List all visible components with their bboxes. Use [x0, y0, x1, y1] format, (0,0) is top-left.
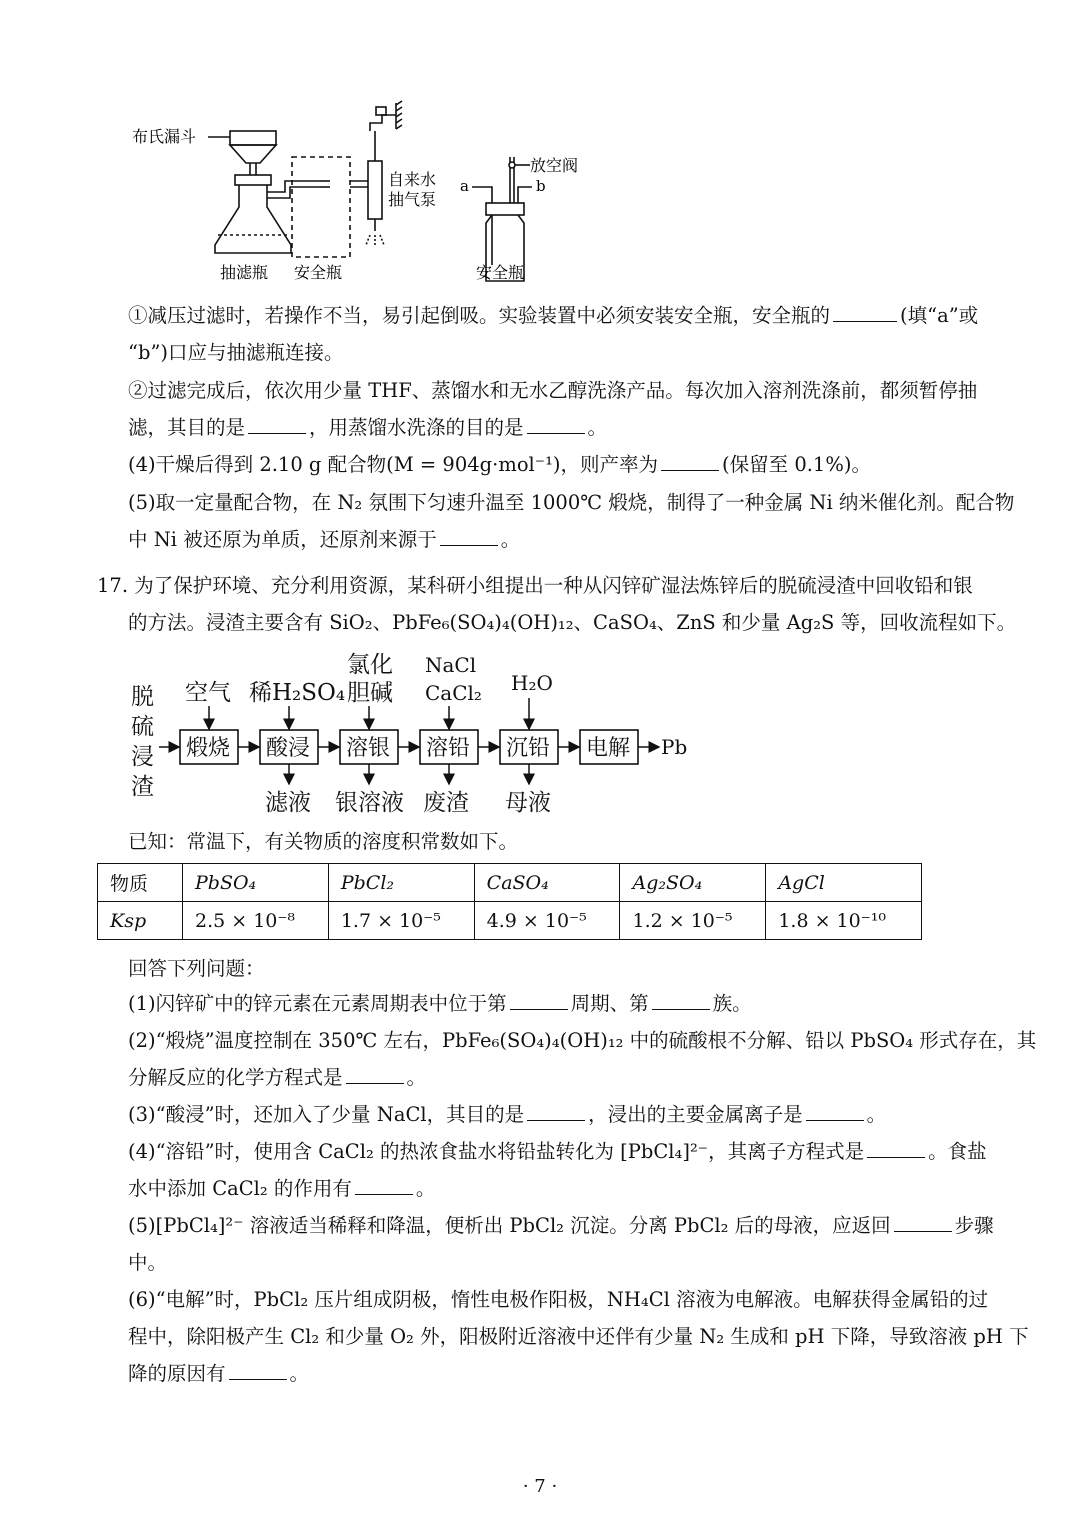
- flow-step-electrolysis: 电解: [586, 736, 631, 761]
- pump-label-line1: 自来水: [388, 170, 437, 189]
- answer-blank[interactable]: [527, 415, 585, 434]
- q17-answer-intro: 回答下列问题：: [128, 957, 265, 980]
- q17-question-5-line2: 中。: [128, 1251, 168, 1274]
- answer-blank[interactable]: [248, 415, 306, 434]
- q17-question-2-line2: 分解反应的化学方程式是 。: [128, 1066, 427, 1089]
- answer-blank[interactable]: [867, 1139, 925, 1158]
- answer-blank[interactable]: [229, 1361, 287, 1380]
- q16-part2-line1: ②过滤完成后，依次用少量 THF、蒸馏水和无水乙醇洗涤产品。每次加入溶剂洗涤前，都须暂停抽: [128, 379, 978, 402]
- flow-start-char-1: 脱: [131, 684, 154, 710]
- table-row-label: Ksp: [98, 902, 183, 940]
- flow-start-char-3: 浸: [131, 744, 154, 770]
- flow-input-air: 空气: [185, 680, 231, 706]
- filter-flask-label: 抽滤瓶: [220, 263, 269, 282]
- q17-intro-line2: 的方法。浸渣主要含有 SiO₂、PbFe₆(SO₄)₄(OH)₁₂、CaSO₄、ZnS 和少量 Ag₂S 等，回收流程如下。: [128, 611, 1017, 634]
- table-cell: 1.7 × 10⁻⁵: [328, 902, 474, 940]
- table-header-cell: Ag₂SO₄: [620, 864, 766, 902]
- table-header-cell: PbSO₄: [183, 864, 329, 902]
- table-header-cell: AgCl: [766, 864, 922, 902]
- recovery-flow-chart: [125, 648, 700, 823]
- answer-blank[interactable]: [440, 527, 498, 546]
- q17-intro-line1: 17. 为了保护环境、充分利用资源，某科研小组提出一种从闪锌矿湿法炼锌后的脱硫浸渣中回收铅和银: [97, 574, 973, 597]
- table-row: [98, 902, 922, 940]
- filtration-apparatus-diagram: [120, 95, 600, 290]
- flow-step-acid-leach: 酸浸: [266, 736, 311, 761]
- q17-question-4-line1: (4)“溶铅”时，使用含 CaCl₂ 的热浓食盐水将铅盐转化为 [PbCl₄]²⁻，其离子方程式是 。食盐: [128, 1140, 987, 1163]
- q17-question-4-line2: 水中添加 CaCl₂ 的作用有 。: [128, 1177, 436, 1200]
- pump-label-line2: 抽气泵: [388, 190, 437, 209]
- q17-question-6-line3: 降的原因有 。: [128, 1362, 310, 1385]
- q16-part2-line2: 滤，其目的是 ，用蒸馏水洗涤的目的是 。: [128, 416, 608, 439]
- table-cell: 2.5 × 10⁻⁸: [183, 902, 329, 940]
- table-header-cell: PbCl₂: [328, 864, 474, 902]
- answer-blank[interactable]: [833, 303, 897, 322]
- table-cell: 1.2 × 10⁻⁵: [620, 902, 766, 940]
- flow-start-char-2: 硫: [131, 714, 154, 740]
- page-number: · 7 ·: [522, 1476, 558, 1497]
- vent-valve-label: 放空阀: [530, 156, 579, 175]
- q16-part5-line1: (5)取一定量配合物，在 N₂ 氛围下匀速升温至 1000℃ 煅烧，制得了一种金属 Ni 纳米催化剂。配合物: [128, 491, 1015, 514]
- q17-known-statement: 已知：常温下，有关物质的溶度积常数如下。: [128, 830, 519, 853]
- answer-blank[interactable]: [806, 1102, 864, 1121]
- q16-part5-line2: 中 Ni 被还原为单质，还原剂来源于 。: [128, 528, 521, 551]
- flow-input-choline-1: 氯化: [347, 652, 393, 678]
- safety-bottle-label-1: 安全瓶: [294, 263, 343, 282]
- answer-blank[interactable]: [346, 1065, 404, 1084]
- q17-question-2-line1: (2)“煅烧”温度控制在 350℃ 左右，PbFe₆(SO₄)₄(OH)₁₂ 中的硫酸根不分解、铅以 PbSO₄ 形式存在，其: [128, 1029, 1037, 1052]
- table-cell: 1.8 × 10⁻¹⁰: [766, 902, 922, 940]
- table-row: [98, 864, 922, 902]
- q17-question-6-line2: 程中，除阳极产生 Cl₂ 和少量 O₂ 外，阳极附近溶液中还伴有少量 N₂ 生成和 pH 下降，导致溶液 pH 下: [128, 1325, 1029, 1348]
- q16-part1-line2: “b”)口应与抽滤瓶连接。: [128, 341, 344, 364]
- table-header-cell: 物质: [98, 864, 183, 902]
- flow-step-precipitate-lead: 沉铅: [506, 736, 551, 761]
- safety-bottle-label-2: 安全瓶: [476, 263, 525, 282]
- q17-question-1: (1)闪锌矿中的锌元素在元素周期表中位于第 周期、第 族。: [128, 992, 752, 1015]
- flow-product-lead: Pb: [661, 735, 688, 759]
- q16-part4: (4)干燥后得到 2.10 g 配合物(M = 904g·mol⁻¹)，则产率为 (保留至 0.1%)。: [128, 453, 871, 476]
- flow-input-water: H₂O: [511, 671, 553, 695]
- table-cell: 4.9 × 10⁻⁵: [474, 902, 620, 940]
- answer-blank[interactable]: [652, 991, 710, 1010]
- q17-question-5-line1: (5)[PbCl₄]²⁻ 溶液适当稀释和降温，便析出 PbCl₂ 沉淀。分离 PbCl₂ 后的母液，应返回 步骤: [128, 1214, 994, 1237]
- buchner-funnel-label: 布氏漏斗: [132, 127, 197, 146]
- flow-output-filtrate: 滤液: [265, 790, 311, 816]
- port-a-label: a: [460, 177, 469, 195]
- q16-part1-line1: ①减压过滤时，若操作不当，易引起倒吸。实验装置中必须安装安全瓶，安全瓶的 (填“a”或: [128, 304, 979, 327]
- answer-blank[interactable]: [527, 1102, 585, 1121]
- flow-step-dissolve-lead: 溶铅: [426, 736, 471, 761]
- flow-input-choline-2: 胆碱: [347, 680, 393, 706]
- flow-output-mother-liquor: 母液: [505, 790, 551, 816]
- flow-step-calcination: 煅烧: [186, 736, 231, 761]
- flow-start-char-4: 渣: [131, 774, 154, 800]
- flow-input-nacl: NaCl: [425, 653, 477, 677]
- flow-input-dilute-sulfuric: 稀H₂SO₄: [249, 680, 346, 706]
- table-header-cell: CaSO₄: [474, 864, 620, 902]
- answer-blank[interactable]: [355, 1176, 413, 1195]
- answer-blank[interactable]: [510, 991, 568, 1010]
- flow-step-dissolve-silver: 溶银: [346, 736, 391, 761]
- flow-output-waste-residue: 废渣: [423, 790, 469, 816]
- flow-output-silver-solution: 银溶液: [335, 790, 404, 816]
- port-b-label: b: [536, 177, 546, 195]
- q17-question-3: (3)“酸浸”时，还加入了少量 NaCl，其目的是 ，浸出的主要金属离子是 。: [128, 1103, 887, 1126]
- answer-blank[interactable]: [661, 452, 719, 471]
- q17-question-6-line1: (6)“电解”时，PbCl₂ 压片组成阴极，惰性电极作阳极，NH₄Cl 溶液为电解液。电解获得金属铅的过: [128, 1288, 989, 1311]
- flow-input-cacl2: CaCl₂: [425, 681, 482, 705]
- answer-blank[interactable]: [894, 1213, 952, 1232]
- ksp-table: [97, 863, 922, 940]
